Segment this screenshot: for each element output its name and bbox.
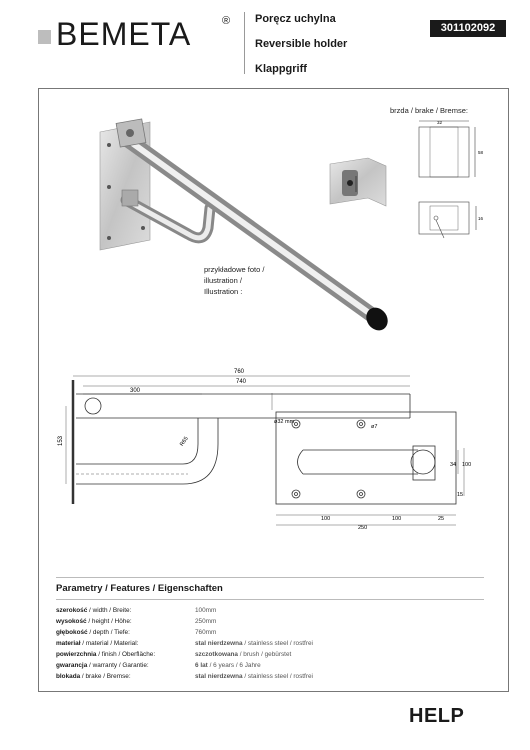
params-top-rule [56,577,484,578]
param-value-warranty: 6 lat / 6 years / 6 Jahre [195,662,261,669]
param-label-height: wysokość / height / Höhe: [56,618,132,625]
photo-note-1: przykładowe foto / [204,265,265,274]
photo-note-2: illustration / [204,276,242,285]
dim-153: 153 [58,435,64,446]
header-divider [244,12,245,74]
dim-34: 34 [450,462,457,468]
plate-front-view [276,412,464,525]
brake-photo [330,158,386,206]
dim-100-vertical: 100 [462,462,472,468]
technical-drawing [38,88,509,568]
param-value-height: 250mm [195,618,217,625]
param-value-material: stal nierdzewna / stainless steel / rostfrei [195,640,313,647]
dim-25: 25 [438,516,445,522]
param-label-depth: głębokość / depth / Tiefe: [56,629,130,636]
photo-note-3: Illustration : [204,287,243,296]
params-title: Parametry / Features / Eigenschaften [56,583,223,594]
dim-100-a: 100 [321,516,331,522]
brake-label: brzda / brake / Bremse: [390,106,468,115]
brake-dim-58: 58 [478,150,484,155]
dim-diameter-32: ø32 mm [274,419,295,425]
registered-mark: ® [222,15,231,27]
dim-300: 300 [130,388,141,394]
help-logo: HELP [409,705,465,727]
param-value-finish: szczotkowana / brush / gebürstet [195,651,292,658]
param-value-brake: stal nierdzewna / stainless steel / rostfrei [195,673,313,680]
param-label-material: materiał / material / Material: [56,640,139,647]
dim-760: 760 [234,369,245,375]
title-de: Klappgriff [255,63,307,75]
brand-logo: BEMETA [56,16,192,52]
param-value-depth: 760mm [195,629,217,636]
logo-square [38,30,51,44]
dim-740: 740 [236,379,247,385]
dim-100-b: 100 [392,516,402,522]
dim-15: 15 [457,492,464,498]
params-bottom-rule [56,599,484,600]
param-value-width: 100mm [195,607,217,614]
product-illustration [100,119,392,335]
param-label-width: szerokość / width / Breite: [56,607,132,614]
dim-diameter-7: ø7 [371,424,378,430]
param-label-warranty: gwarancja / warranty / Garantie: [56,662,149,669]
brake-drawing [419,121,476,238]
brake-dim-32: 32 [437,120,443,125]
dim-250: 250 [358,525,368,531]
product-code: 301102092 [430,20,506,37]
dim-r65: R65 [179,435,190,448]
title-pl: Poręcz uchylna [255,13,336,25]
brake-dim-16: 16 [478,216,484,221]
param-label-brake: blokada / brake / Bremse: [56,673,131,680]
side-view-drawing [66,376,410,504]
title-en: Reversible holder [255,38,348,50]
param-label-finish: powierzchnia / finish / Oberfläche: [56,651,156,658]
